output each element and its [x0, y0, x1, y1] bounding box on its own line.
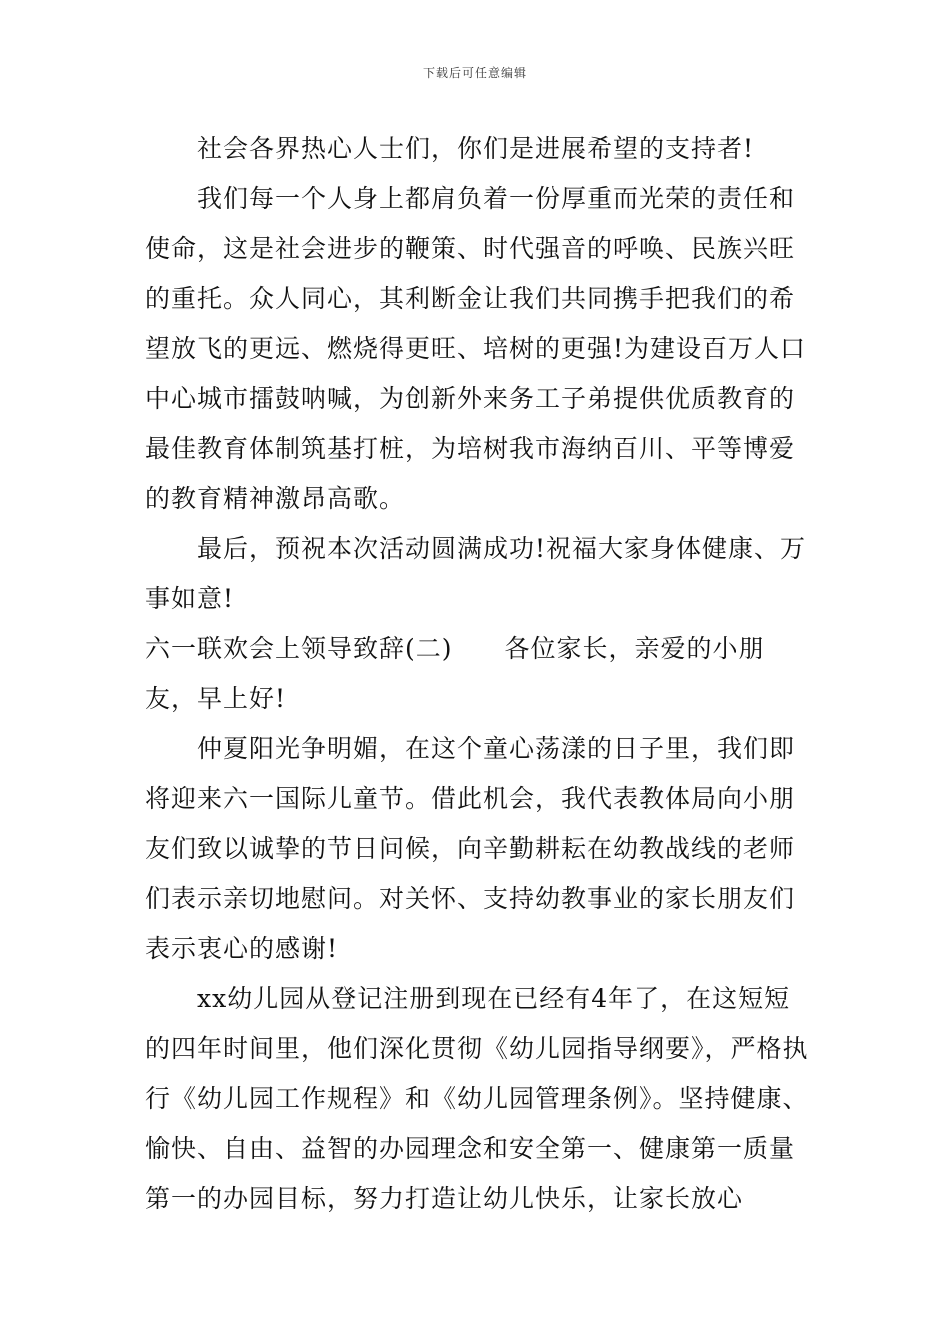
- section-title: 六一联欢会上领导致辞(二): [145, 634, 453, 663]
- paragraph-3: 最后，预祝本次活动圆满成功!祝福大家身体健康、万事如意!: [145, 534, 807, 613]
- paragraph-1: 社会各界热心人士们，你们是进展希望的支持者!: [197, 134, 755, 163]
- paragraph-2: 我们每一个人身上都肩负着一份厚重而光荣的责任和使命，这是社会进步的鞭策、时代强音的呼唤、民族兴旺的重托。众人同心，其利断金让我们共同携手把我们的希望放飞的更远、燃烧得更旺、培树的更强!为建设百万人口中心城市擂鼓呐喊，为创新外来务工子弟提供优质教育的最佳教育体制筑基打桩，为培树我市海纳百川、平等博爱的教育精神激昂高歌。: [145, 184, 807, 513]
- paragraph-4: 仲夏阳光争明媚，在这个童心荡漾的日子里，我们即将迎来六一国际儿童节。借此机会，我代表教体局向小朋友们致以诚挚的节日问候，向辛勤耕耘在幼教战线的老师们表示亲切地慰问。对关怀、支持幼教事业的家长朋友们表示衷心的感谢!: [145, 734, 796, 963]
- paragraph-5: xx幼儿园从登记注册到现在已经有4年了，在这短短的四年时间里，他们深化贯彻《幼儿园指导纲要》，严格执行《幼儿园工作规程》和《幼儿园管理条例》。坚持健康、愉快、自由、益智的办园理念和安全第一、健康第一质量第一的办园目标，努力打造让幼儿快乐，让家长放心: [145, 984, 809, 1213]
- document-body: [145, 124, 815, 1224]
- section-heading-paragraph: [145, 624, 815, 724]
- header-note: 下载后可任意编辑: [422, 66, 527, 80]
- section-greeting: 各位家长，亲爱的小朋友，早上好!: [145, 634, 765, 713]
